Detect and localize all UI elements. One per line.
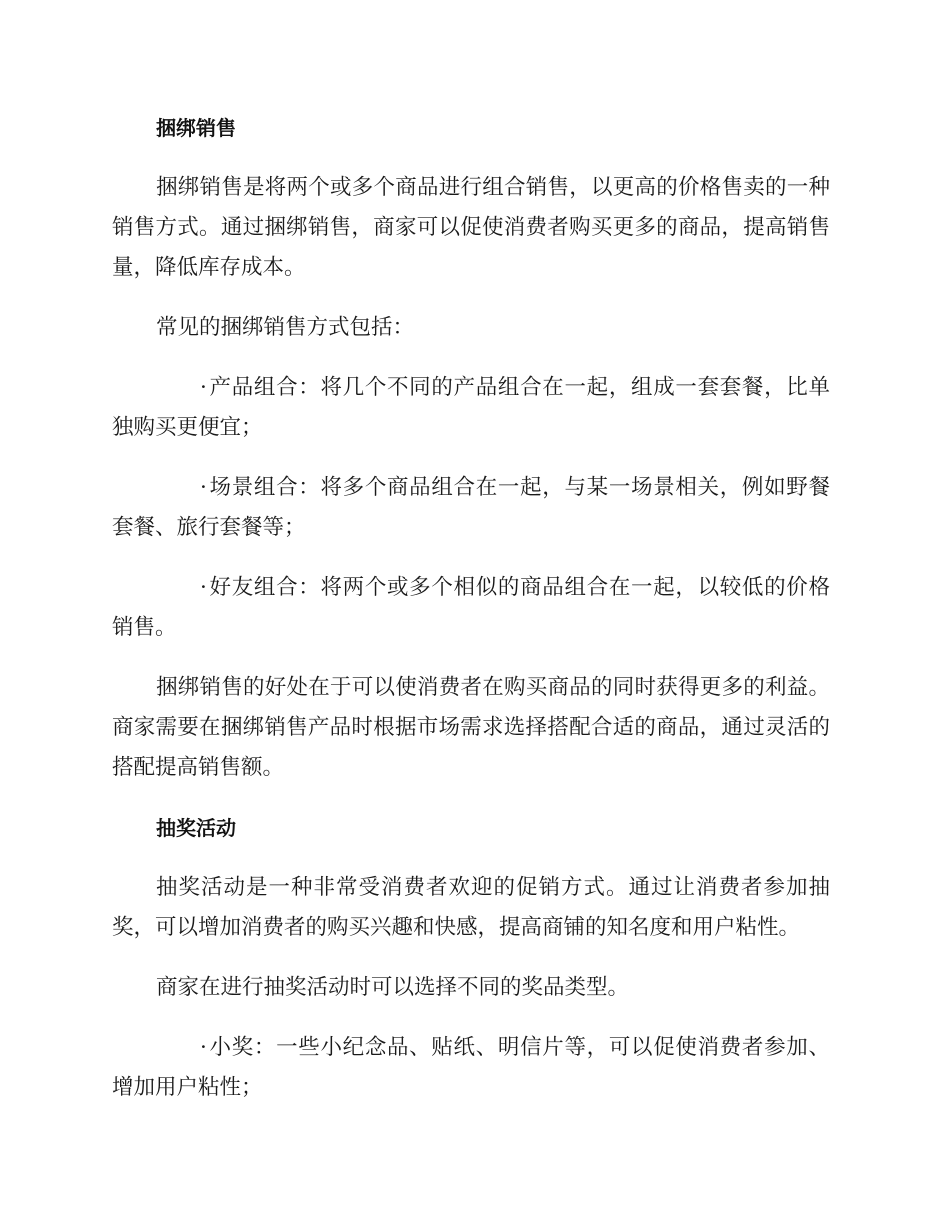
bullet-text: 好友组合：将两个或多个相似的商品组合在一起，以较低的价格销售。 xyxy=(112,575,830,640)
bullet-text: 小奖：一些小纪念品、贴纸、明信片等，可以促使消费者参加、增加用户粘性； xyxy=(112,1035,830,1100)
bundle-bullet-product-combo xyxy=(112,368,830,448)
bullet-text: 场景组合：将多个商品组合在一起，与某一场景相关，例如野餐套餐、旅行套餐等； xyxy=(112,475,830,540)
document-page xyxy=(112,108,830,1128)
bundle-bullet-friend-combo xyxy=(112,568,830,648)
bullet-mark: · xyxy=(200,375,207,400)
lottery-list-intro: 商家在进行抽奖活动时可以选择不同的奖品类型。 xyxy=(156,975,630,1000)
lottery-bullet-small-prize xyxy=(112,1028,830,1108)
bullet-mark: · xyxy=(200,475,207,500)
lottery-intro: 抽奖活动是一种非常受消费者欢迎的促销方式。通过让消费者参加抽奖，可以增加消费者的购买兴趣和快感，提高商铺的知名度和用户粘性。 xyxy=(112,875,830,940)
bundle-bullet-scene-combo xyxy=(112,468,830,548)
section-heading-lottery: 抽奖活动 xyxy=(156,816,236,840)
bundle-sales-conclusion: 捆绑销售的好处在于可以使消费者在购买商品的同时获得更多的利益。商家需要在捆绑销售产品时根据市场需求选择搭配合适的商品，通过灵活的搭配提高销售额。 xyxy=(112,675,830,780)
bundle-sales-list-intro: 常见的捆绑销售方式包括： xyxy=(156,315,415,340)
bullet-mark: · xyxy=(200,1035,207,1060)
bundle-sales-intro: 捆绑销售是将两个或多个商品进行组合销售，以更高的价格售卖的一种销售方式。通过捆绑销售，商家可以促使消费者购买更多的商品，提高销售量，降低库存成本。 xyxy=(112,175,830,280)
bullet-mark: · xyxy=(200,575,207,600)
section-heading-bundle-sales: 捆绑销售 xyxy=(156,116,236,140)
bullet-text: 产品组合：将几个不同的产品组合在一起，组成一套套餐，比单独购买更便宜； xyxy=(112,375,830,440)
